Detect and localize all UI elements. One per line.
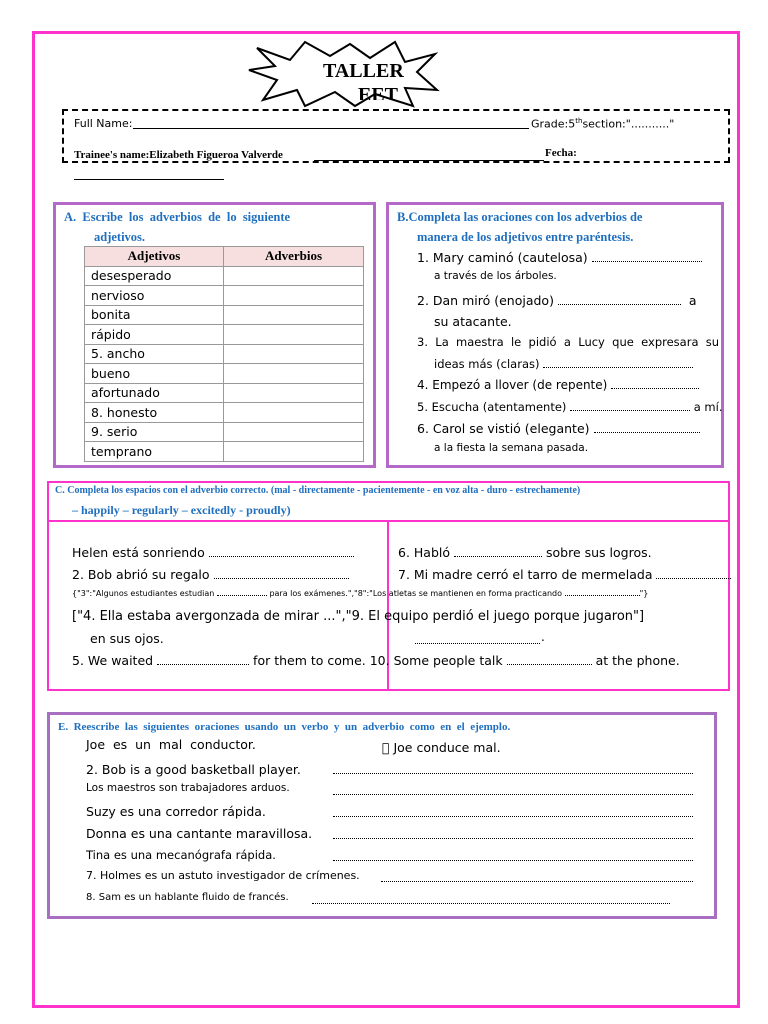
adverb-cell[interactable] bbox=[224, 266, 364, 286]
answer-blank[interactable] bbox=[217, 595, 267, 596]
trainee-name: Elizabeth Figueroa Valverde bbox=[149, 149, 283, 161]
adjective-cell: bueno bbox=[85, 364, 224, 384]
e-item-4: Suzy es una corredor rápida. bbox=[86, 804, 266, 819]
fecha-label: Fecha: bbox=[545, 147, 577, 159]
section-a-heading-1: A. Escribe los adverbios de lo siguiente bbox=[64, 210, 291, 224]
answer-blank[interactable] bbox=[214, 578, 349, 579]
adjective-cell: desesperado bbox=[85, 266, 224, 286]
c-item-text: 7. Mi madre cerró el tarro de mermelada bbox=[398, 567, 653, 582]
adverb-cell[interactable] bbox=[224, 383, 364, 403]
c-item-text-2: para los exámenes.","8":"Los atletas se mantienen en forma practicando bbox=[269, 589, 563, 598]
answer-line[interactable] bbox=[333, 850, 693, 861]
e-example-answer: Joe conduce mal. bbox=[382, 740, 490, 755]
trainee-row bbox=[74, 149, 283, 161]
b-item-4 bbox=[417, 378, 699, 392]
c-item-text: 5. We waited bbox=[72, 653, 154, 668]
e-item-3: Los maestros son trabajadores arduos. bbox=[86, 782, 290, 794]
b-item-2 bbox=[417, 293, 697, 308]
answer-blank[interactable] bbox=[565, 595, 640, 596]
c-item-text-3: at the phone. bbox=[595, 653, 680, 668]
answer-blank[interactable] bbox=[209, 556, 354, 557]
answer-line[interactable] bbox=[312, 893, 670, 904]
c-item-text-2: for them to come. 10. Some people talk bbox=[253, 653, 503, 668]
col-adjetivos: Adjetivos bbox=[85, 247, 224, 267]
table-row bbox=[85, 305, 364, 325]
grade-sup: th bbox=[575, 117, 583, 125]
adverb-cell[interactable] bbox=[224, 344, 364, 364]
b-item-5 bbox=[417, 400, 723, 414]
e-item-7: 7. Holmes es un astuto investigador de crímenes. bbox=[86, 869, 360, 882]
c-item-text: {"3":"Algunos estudiantes estudian bbox=[72, 589, 215, 598]
section-c-heading-1: C. Completa los espacios con el adverbio correcto. (mal - directamente - pacientemente - en voz alta - duro - estrechamente) bbox=[55, 485, 581, 496]
table-row bbox=[85, 364, 364, 384]
adverb-cell[interactable] bbox=[224, 286, 364, 306]
table-row bbox=[85, 325, 364, 345]
answer-blank[interactable] bbox=[157, 664, 249, 665]
b-item-2-cont: su atacante. bbox=[434, 314, 512, 329]
adverb-cell[interactable] bbox=[224, 364, 364, 384]
section-b-heading-1: B.Completa las oraciones con los adverbios de bbox=[397, 210, 643, 224]
adverb-cell[interactable] bbox=[224, 325, 364, 345]
b-item-text: ideas más (claras) bbox=[434, 357, 540, 371]
b-item-text: 1. Mary caminó (cautelosa) bbox=[417, 250, 588, 265]
answer-blank[interactable] bbox=[570, 410, 690, 411]
adverb-cell[interactable] bbox=[224, 305, 364, 325]
fecha-field[interactable] bbox=[74, 179, 224, 180]
c-item-4-cont: en sus ojos. bbox=[90, 631, 164, 646]
answer-line[interactable] bbox=[333, 806, 693, 817]
section-e-heading: E. Reescribe las siguientes oraciones usando un verbo y un adverbio como en el ejemplo. bbox=[58, 721, 511, 733]
full-name-label: Full Name: bbox=[74, 117, 133, 130]
answer-blank[interactable] bbox=[558, 304, 681, 305]
c-item-7 bbox=[398, 567, 731, 582]
full-name-field[interactable] bbox=[133, 128, 529, 129]
adjective-cell: nervioso bbox=[85, 286, 224, 306]
b-item-1 bbox=[417, 250, 702, 265]
adjective-cell: 5. ancho bbox=[85, 344, 224, 364]
c-item-tail: "} bbox=[639, 589, 649, 598]
c-item-text: 6. Habló bbox=[398, 545, 451, 560]
trainee-label: Trainee's name: bbox=[74, 149, 150, 161]
adjective-cell: rápido bbox=[85, 325, 224, 345]
table-row bbox=[85, 286, 364, 306]
adverb-cell[interactable] bbox=[224, 422, 364, 442]
c-item-text: Helen está sonriendo bbox=[72, 545, 205, 560]
answer-blank[interactable] bbox=[594, 432, 700, 433]
answer-line[interactable] bbox=[381, 871, 693, 882]
section-c-heading-2: – happily – regularly – excitedly - proudly) bbox=[72, 503, 291, 517]
b-item-6-cont: a la fiesta la semana pasada. bbox=[434, 442, 589, 454]
title-line1: TALLER bbox=[323, 60, 404, 82]
table-row bbox=[85, 442, 364, 462]
e-example-question: Joe es un mal conductor. bbox=[86, 737, 256, 752]
c-item-1 bbox=[72, 545, 354, 560]
b-item-text: 2. Dan miró (enojado) bbox=[417, 293, 554, 308]
e-item-2: 2. Bob is a good basketball player. bbox=[86, 762, 301, 777]
section-b-heading-2: manera de los adjetivos entre paréntesis. bbox=[417, 230, 634, 244]
adjective-cell: temprano bbox=[85, 442, 224, 462]
b-item-3-cont bbox=[434, 357, 693, 371]
section-a-heading-2: adjetivos. bbox=[94, 230, 146, 244]
trainee-line bbox=[314, 160, 544, 161]
b-item-text: 6. Carol se vistió (elegante) bbox=[417, 421, 590, 436]
table-row bbox=[85, 403, 364, 423]
table-row bbox=[85, 266, 364, 286]
table-row bbox=[85, 422, 364, 442]
c-item-6 bbox=[398, 545, 652, 560]
col-adverbios: Adverbios bbox=[224, 247, 364, 267]
b-item-text: 5. Escucha (atentamente) bbox=[417, 400, 567, 414]
section-label: section:"..........." bbox=[582, 117, 675, 131]
c-item-text: 2. Bob abrió su regalo bbox=[72, 567, 210, 582]
e-item-6: Tina es una mecanógrafa rápida. bbox=[86, 848, 276, 862]
grade-section[interactable] bbox=[531, 117, 674, 131]
b-item-1-cont: a través de los árboles. bbox=[434, 270, 557, 282]
answer-blank[interactable] bbox=[592, 261, 702, 262]
answer-line[interactable] bbox=[333, 763, 693, 774]
e-item-5: Donna es una cantante maravillosa. bbox=[86, 826, 313, 841]
adverb-cell[interactable] bbox=[224, 403, 364, 423]
adverb-cell[interactable] bbox=[224, 442, 364, 462]
title-line2: EET bbox=[358, 88, 399, 100]
table-header bbox=[85, 247, 364, 267]
answer-blank[interactable] bbox=[611, 388, 699, 389]
b-item-3: 3. La maestra le pidió a Lucy que expresara su bbox=[417, 335, 720, 349]
c-item-4-9: ["4. Ella estaba avergonzada de mirar ...","9. El equipo perdió el juego porque jugaron"] bbox=[72, 609, 645, 624]
c-item-5-10 bbox=[72, 653, 680, 668]
c-item-9-blank[interactable] bbox=[415, 631, 540, 644]
c-item-text-2: sobre sus logros. bbox=[545, 545, 652, 560]
e-item-8: 8. Sam es un hablante fluido de francés. bbox=[86, 892, 289, 903]
b-item-6 bbox=[417, 421, 700, 436]
answer-blank[interactable] bbox=[656, 578, 731, 579]
table-row bbox=[85, 383, 364, 403]
adjective-cell: 8. honesto bbox=[85, 403, 224, 423]
c-item-9-period: . bbox=[541, 630, 545, 644]
section-c-divider-h bbox=[47, 520, 730, 522]
adjective-cell: afortunado bbox=[85, 383, 224, 403]
answer-blank[interactable] bbox=[507, 664, 592, 665]
adjective-cell: bonita bbox=[85, 305, 224, 325]
b-item-text-2: a bbox=[688, 293, 697, 308]
answer-line[interactable] bbox=[333, 828, 693, 839]
adjective-cell: 9. serio bbox=[85, 422, 224, 442]
b-item-text: 4. Empezó a llover (de repente) bbox=[417, 378, 608, 392]
answer-blank[interactable] bbox=[454, 556, 542, 557]
b-item-text-2: a mí. bbox=[693, 400, 723, 414]
adverbs-table bbox=[84, 246, 364, 462]
answer-line[interactable] bbox=[333, 784, 693, 795]
table-row bbox=[85, 344, 364, 364]
answer-blank[interactable] bbox=[543, 367, 693, 368]
grade-label: Grade:5 bbox=[531, 117, 576, 131]
c-item-2 bbox=[72, 567, 349, 582]
c-item-3-8 bbox=[72, 589, 648, 598]
